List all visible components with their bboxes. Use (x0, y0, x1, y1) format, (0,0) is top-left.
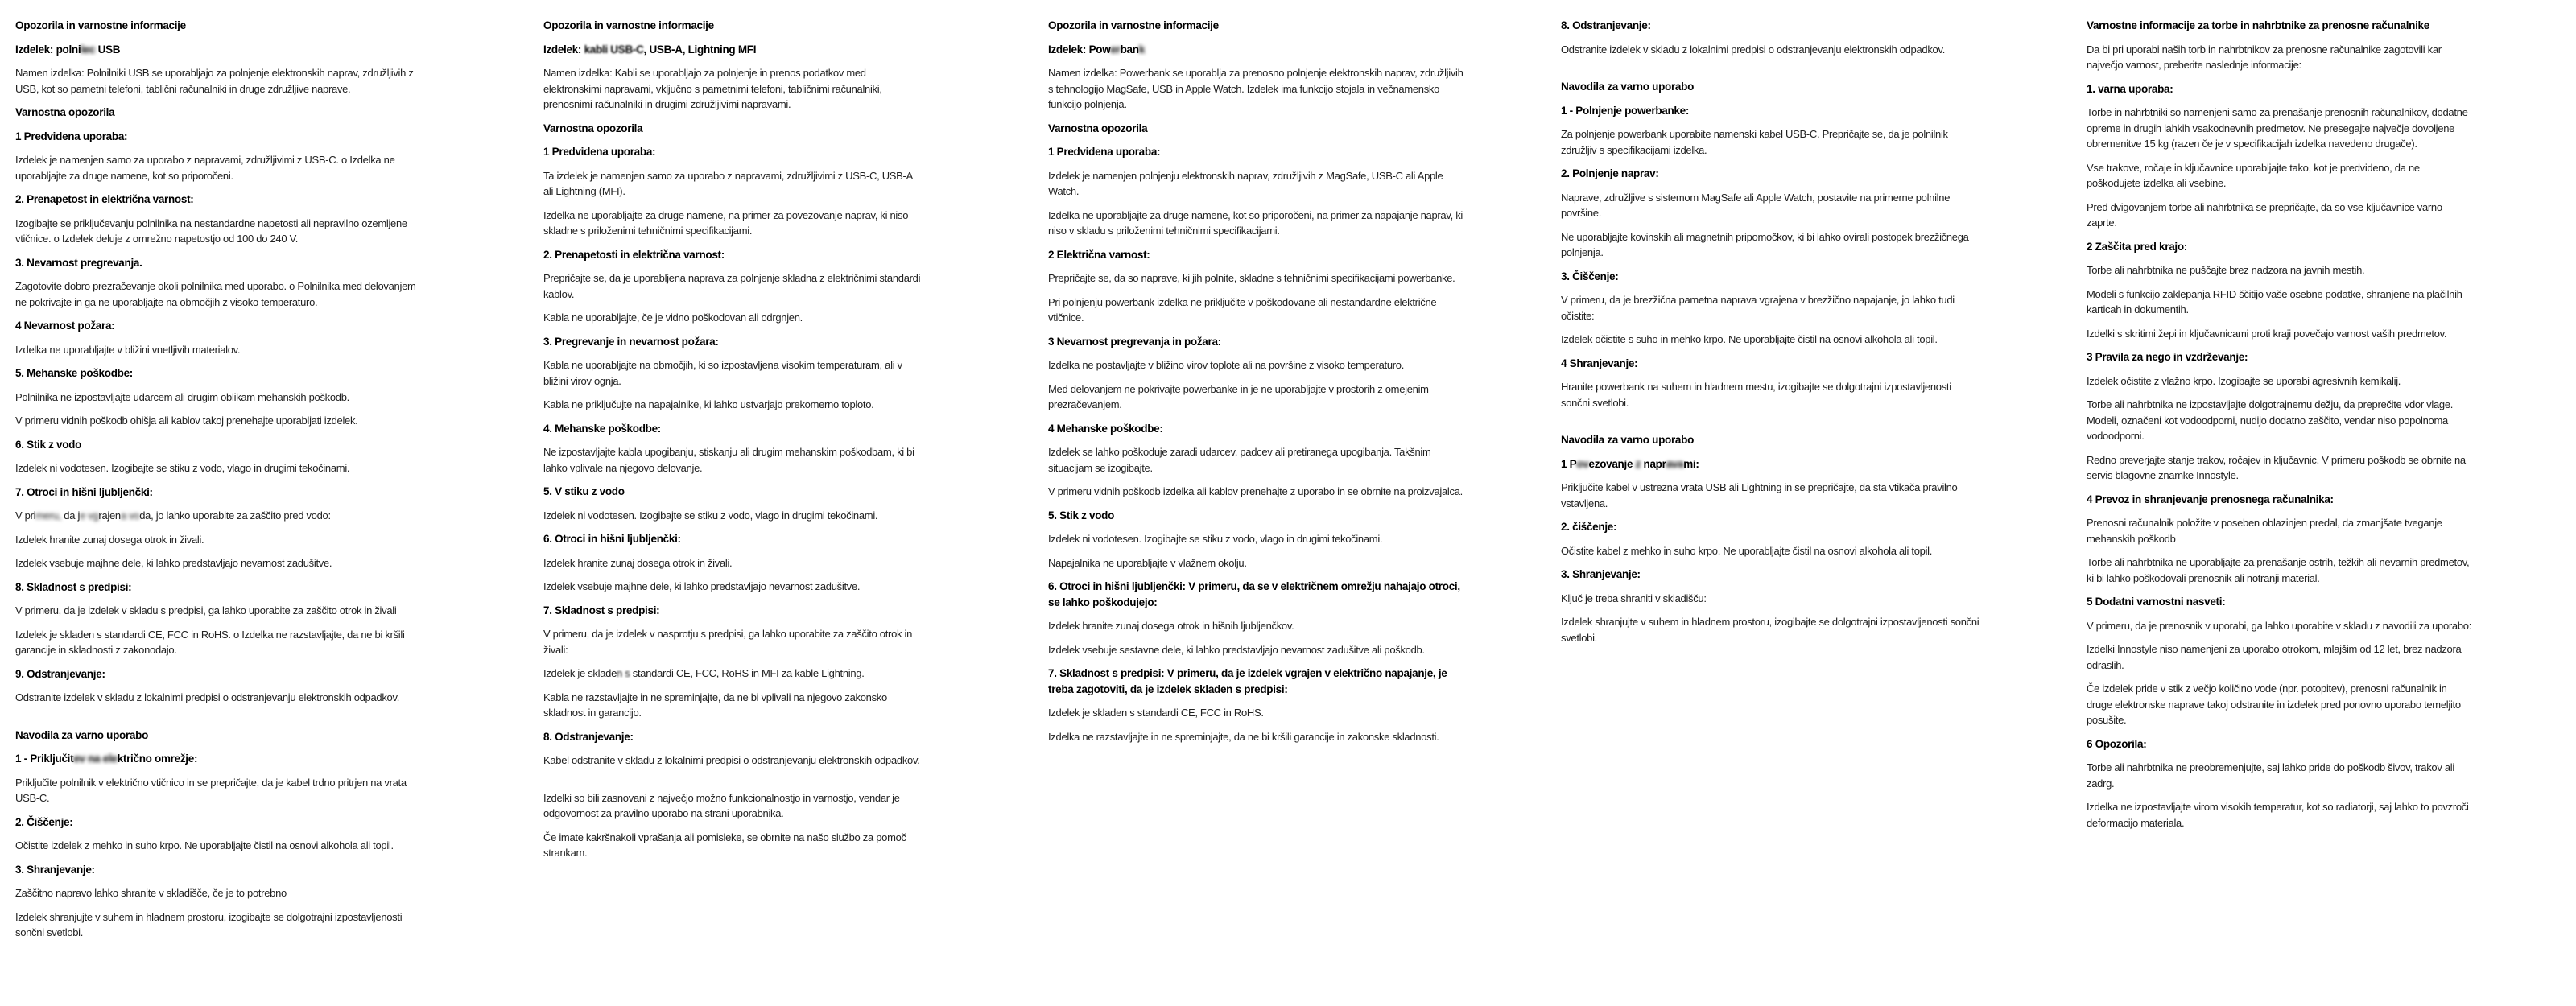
paragraph: Prepričajte se, da so naprave, ki jih polnite, skladne s tehničnimi specifikacijami powerbanke. (1048, 272, 1455, 284)
paragraph: Kabla ne uporabljajte na območjih, ki so izpostavljena visokim temperaturam, ali v bližini virov ognja. (543, 359, 902, 387)
section-heading: 1 Predvidena uporaba: (543, 146, 656, 158)
paragraph: Polnilnika ne izpostavljajte udarcem ali drugim oblikam mehanskih poškodb. (15, 390, 349, 403)
paragraph: Priključite polnilnik v električno vtičnico in se prepričajte, da je kabel trdno pritrjen na vrata USB-C. (15, 776, 407, 804)
section-heading: 5 Dodatni varnostni nasveti: (2087, 596, 2226, 608)
paragraph: Izdelek je namenjen samo za uporabo z napravami, združljivimi z USB-C. o Izdelka ne uporabljajte za druge namene, kot so priporočeni. (15, 154, 395, 182)
section-heading: 1 - Polnjenje powerbanke: (1561, 104, 1690, 117)
paragraph: Kabla ne priključujte na napajalnike, ki lahko ustvarjajo prekomerno toploto. (543, 398, 874, 410)
paragraph: Izdelek je skladen s standardi CE, FCC in RoHS. (1048, 707, 1264, 719)
paragraph: Pred dvigovanjem torbe ali nahrbtnika se prepričajte, da so vse ključavnice varno zaprte. (2087, 200, 2442, 229)
paragraph: Torbe in nahrbtniki so namenjeni samo za prenašanje prenosnih računalnikov, dodatne opreme in drugih lahkih vsakodnevnih predmetov. Ne presegajte največje dovoljene obremenitve 15 kg (razen če je v specifikacijah izdelka navedeno drugače). (2087, 106, 2468, 150)
text-column-3 (1048, 18, 1464, 752)
paragraph: Izdelek vsebuje majhne dele, ki lahko predstavljajo nevarnost zadušitve. (543, 580, 861, 592)
section-heading: 4 Shranjevanje: (1561, 357, 1638, 369)
section-heading: 8. Odstranjevanje: (543, 730, 634, 743)
section-heading: 3. Shranjevanje: (15, 863, 95, 876)
paragraph: Odstranite izdelek v skladu z lokalnimi predpisi o odstranjevanju elektronskih odpadkov. (1561, 43, 1946, 56)
paragraph: Izdelka ne uporabljajte za druge namene, na primer za povezovanje naprav, ki niso skladne s priloženimi tehničnimi specifikacijami. (543, 208, 909, 237)
section-heading: 5. Stik z vodo (1048, 509, 1115, 522)
section-heading: 6. Stik z vodo (15, 438, 82, 451)
paragraph: Pri polnjenju powerbank izdelka ne priključite v poškodovane ali nestandardne električne vtičnice. (1048, 295, 1437, 324)
section-heading: Varnostna opozorila (1048, 122, 1148, 134)
paragraph: Zagotovite dobro prezračevanje okoli polnilnika med uporabo. o Polnilnika med delovanjem ne pokrivajte in ga ne uporabljajte na območjih z visoko temperaturo. (15, 280, 416, 308)
section-heading: Opozorila in varnostne informacije (15, 19, 186, 31)
paragraph: Namen izdelka: Powerbank se uporablja za prenosno polnjenje elektronskih naprav, združljivih s tehnologijo MagSafe, USB in Apple Watch. Izdelek ima funkcijo stojala in večnamensko funkcijo polnjenja. (1048, 67, 1463, 110)
text-fragment: mi: (1683, 457, 1699, 470)
paragraph: Izdelka ne uporabljajte v bližini vnetljivih materialov. (15, 343, 241, 356)
section-heading: Varnostne informacije za torbe in nahrbtnike za prenosne računalnike (2087, 19, 2429, 31)
text-column-2 (543, 18, 922, 869)
paragraph: Namen izdelka: Kabli se uporabljajo za polnjenje in prenos podatkov med elektronskimi napravami, vključno s pametnimi telefoni, tabličnimi računalniki, prenosnimi računalniki in drugimi združljivimi napravami. (543, 67, 882, 110)
text-fragment: Izdelek: (543, 43, 584, 56)
section-heading: 9. Odstranjevanje: (15, 667, 105, 680)
paragraph: V primeru, da je prenosnik v uporabi, ga lahko uporabite v skladu z navodili za uporabo: (2087, 619, 2472, 632)
paragraph: Prenosni računalnik položite v poseben oblazinjen predal, da zmanjšate tveganje mehanskih poškodb (2087, 517, 2442, 545)
paragraph: Izdelek hranite zunaj dosega otrok in živali. (543, 556, 733, 569)
paragraph: Kabel odstranite v skladu z lokalnimi predpisi o odstranjevanju elektronskih odpadkov. (543, 754, 920, 766)
section-heading: Varnostna opozorila (15, 106, 115, 118)
section-heading: 3. Nevarnost pregrevanja. (15, 256, 142, 269)
section-heading: 2. čiščenje: (1561, 521, 1617, 533)
section-heading: Navodila za varno uporabo (1561, 434, 1695, 446)
section-heading: 2. Polnjenje naprav: (1561, 167, 1659, 179)
paragraph: Izdelek ni vodotesen. Izogibajte se stiku z vodo, vlago in drugimi tekočinami. (1048, 533, 1383, 545)
paragraph: Torbe ali nahrbtnika ne izpostavljajte dolgotrajnemu dežju, da preprečite vdor vlage. Modeli, označeni kot vodoodporni, nudijo dodatno zaščito, vendar niso popolnoma vodoodporni. (2087, 398, 2454, 442)
paragraph: V primeru, da je izdelek v skladu s predpisi, ga lahko uporabite za zaščito otrok in živali (15, 604, 397, 616)
paragraph: Med delovanjem ne pokrivajte powerbanke in je ne uporabljajte v prostorih z omejenim prezračevanjem. (1048, 382, 1429, 410)
section-heading: Varnostna opozorila (543, 122, 643, 134)
section-heading: 7. Skladnost s predpisi: V primeru, da je izdelek vgrajen v električno napajanje, je treba zagotoviti, da je izdelek skladen s predpisi: (1048, 667, 1447, 695)
paragraph: Kabla ne uporabljajte, če je vidno poškodovan ali odrgnjen. (543, 311, 803, 324)
text-fragment: , USB-A, Lightning MFI (643, 43, 757, 56)
paragraph: V primeru, da je izdelek v nasprotju s predpisi, ga lahko uporabite za zaščito otrok in živali: (543, 628, 913, 656)
section-heading: 3 Nevarnost pregrevanja in požara: (1048, 335, 1221, 348)
paragraph: Ne izpostavljajte kabla upogibanju, stiskanju ali drugim mehanskim poškodbam, ki bi lahko vplivale na njegovo delovanje. (543, 446, 914, 474)
text-fragment: Izdelek: polni (15, 43, 81, 56)
section-heading (1561, 456, 1980, 472)
section-heading: 6. Otroci in hišni ljubljenčki: V primeru, da se v električnem omrežju nahajajo otroci, se lahko poškodujejo: (1048, 580, 1460, 608)
paragraph: Ne uporabljajte kovinskih ali magnetnih pripomočkov, ki bi lahko ovirali postopek brezžičnega polnjenja. (1561, 230, 1969, 258)
text-fragment: Izdelek je sklade (543, 667, 617, 679)
section-heading: 6. Otroci in hišni ljubljenčki: (543, 533, 681, 545)
section-heading: 4 Nevarnost požara: (15, 320, 115, 332)
paragraph: Izdelek shranjujte v suhem in hladnem prostoru, izogibajte se dolgotrajni izpostavljenosti sončni svetlobi. (1561, 616, 1979, 644)
section-heading: 3. Pregrevanje in nevarnost požara: (543, 335, 719, 348)
blurred-text: k (1138, 43, 1145, 56)
paragraph: Prepričajte se, da je uporabljena naprava za polnjenje skladna z električnimi standardi kablov. (543, 272, 921, 300)
section-heading: Navodila za varno uporabo (1561, 80, 1695, 93)
blurred-text: a vo (120, 509, 140, 522)
text-fragment: ezovanje (1588, 457, 1636, 470)
section-heading: 4 Mehanske poškodbe: (1048, 422, 1163, 435)
paragraph: Če izdelek pride v stik z večjo količino vode (npr. potopitev), prenosni računalnik in druge elektronske naprave takoj odstranite in izdelek pred ponovno uporabo temeljito posušite. (2087, 682, 2461, 726)
blurred-text: z (1635, 457, 1644, 470)
paragraph: Izdelek hranite zunaj dosega otrok in hišnih ljubljenčkov. (1048, 620, 1294, 632)
paragraph: Izdelek se lahko poškoduje zaradi udarcev, padcev ali pretiranega upogibanja. Takšnim situacijam se izogibajte. (1048, 446, 1431, 474)
paragraph: Izdelka ne uporabljajte za druge namene, kot so priporočeni, na primer za napajanje naprav, ki niso v skladu s priloženimi tehničnimi specifikacijami. (1048, 208, 1463, 237)
section-heading: 5. V stiku z vodo (543, 485, 625, 497)
paragraph: Vse trakove, ročaje in ključavnice uporabljajte tako, kot je predvideno, da ne poškodujete izdelka ali vsebine. (2087, 161, 2420, 189)
text-fragment: 1 P (1561, 457, 1577, 470)
section-heading: 1 Predvidena uporaba: (15, 130, 128, 142)
paragraph: Izdelek je namenjen polnjenju elektronskih naprav, združljivih z MagSafe, USB-C ali Apple Watch. (1048, 169, 1443, 197)
paragraph: Izdelki Innostyle niso namenjeni za uporabo otrokom, mlajšim od 12 let, brez nadzora odraslih. (2087, 643, 2462, 671)
paragraph: Torbe ali nahrbtnika ne puščajte brez nadzora na javnih mestih. (2087, 264, 2365, 276)
paragraph: Torbe ali nahrbtnika ne uporabljajte za prenašanje ostrih, težkih ali nevarnih predmetov, ki bi lahko poškodovali prenosnik ali notranji material. (2087, 556, 2470, 584)
paragraph: V primeru vidnih poškodb izdelka ali kablov prenehajte z uporabo in se obrnite na proizvajalca. (1048, 485, 1463, 497)
blurred-text: er (1110, 43, 1121, 56)
paragraph: Izdelek ni vodotesen. Izogibajte se stiku z vodo, vlago in drugimi tekočinami. (15, 462, 350, 474)
section-heading: 2 Električna varnost: (1048, 248, 1150, 261)
paragraph: Ključ je treba shraniti v skladišču: (1561, 592, 1707, 604)
paragraph: Izdelka ne razstavljajte in ne spreminjajte, da ne bi kršili garancije in zakonske skladnosti. (1048, 730, 1439, 743)
paragraph: Zaščitno napravo lahko shranite v skladišče, če je to potrebno (15, 887, 287, 899)
paragraph: Izdelki s skritimi žepi in ključavnicami proti kraji povečajo varnost vaših predmetov. (2087, 327, 2447, 340)
paragraph: Priključite kabel v ustrezna vrata USB ali Lightning in se prepričajte, da sta vtikača pravilno vstavljena. (1561, 481, 1958, 509)
paragraph: Izdelek vsebuje sestavne dele, ki lahko predstavljajo nevarnost zadušitve ali poškodb. (1048, 643, 1425, 656)
paragraph: Izdelek ni vodotesen. Izogibajte se stiku z vodo, vlago in drugimi tekočinami. (543, 509, 878, 522)
text-column-4 (1561, 18, 1980, 653)
section-heading: Opozorila in varnostne informacije (543, 19, 714, 31)
paragraph: Redno preverjajte stanje trakov, ročajev in ključavnic. V primeru poškodb se obrnite na servis blagovne znamke Innostyle. (2087, 453, 2466, 481)
paragraph: Ta izdelek je namenjen samo za uporabo z napravami, združljivimi z USB-C, USB-A ali Lightning (MFI). (543, 169, 913, 197)
section-heading: 5. Mehanske poškodbe: (15, 367, 133, 379)
paragraph: Izdelek vsebuje majhne dele, ki lahko predstavljajo nevarnost zadušitve. (15, 557, 332, 569)
blurred-text: ev na ele (73, 752, 118, 765)
paragraph: Naprave, združljive s sistemom MagSafe ali Apple Watch, postavite na primerne polnilne površine. (1561, 191, 1951, 219)
paragraph: Izdelka ne izpostavljajte virom visokih temperatur, kot so radiatorji, saj lahko to povzroči deformacijo materiala. (2087, 801, 2469, 829)
text-fragment: rajen (98, 509, 121, 522)
text-fragment: USB (95, 43, 121, 56)
section-heading: 7. Skladnost s predpisi: (543, 604, 660, 616)
section-heading: 1. varna uporaba: (2087, 82, 2174, 95)
paragraph: Izdelek je skladen s standardi CE, FCC in RoHS. o Izdelka ne razstavljajte, da ne bi kršili garancije in skladnosti z zakonodajo. (15, 628, 405, 656)
text-fragment: da, jo lahko uporabite za zaščito pred vodo: (139, 509, 331, 522)
paragraph: Hranite powerbank na suhem in hladnem mestu, izogibajte se dolgotrajni izpostavljenosti sončni svetlobi. (1561, 381, 1951, 409)
text-fragment: ktrično omrežje: (117, 752, 198, 765)
paragraph: Izdelki so bili zasnovani z največjo možno funkcionalnostjo in varnostjo, vendar je odgovornost za pravilno uporabo na strani uporabnika. (543, 791, 900, 819)
blurred-text: kabli USB-C (584, 43, 644, 56)
text-fragment: da j (60, 509, 80, 522)
paragraph: V primeru, da je brezžična pametna naprava vgrajena v brezžično napajanje, jo lahko tudi očistite: (1561, 294, 1955, 322)
paragraph: Modeli s funkcijo zaklepanja RFID ščitijo vaše osebne podatke, shranjene na plačilnih karticah in dokumentih. (2087, 287, 2462, 315)
section-heading: 8. Skladnost s predpisi: (15, 580, 132, 593)
section-heading: Opozorila in varnostne informacije (1048, 19, 1219, 31)
paragraph: Izdelek hranite zunaj dosega otrok in živali. (15, 533, 204, 546)
paragraph: Kabla ne razstavljajte in ne spreminjajte, da ne bi vplivali na njegovo zakonsko skladnost in garancijo. (543, 691, 887, 719)
blurred-text: n s (617, 667, 633, 679)
paragraph: Napajalnika ne uporabljajte v vlažnem okolju. (1048, 556, 1247, 569)
section-heading: 6 Opozorila: (2087, 737, 2147, 750)
paragraph (15, 508, 417, 524)
text-fragment: Izdelek: Pow (1048, 43, 1111, 56)
section-heading (543, 42, 922, 58)
paragraph: Odstranite izdelek v skladu z lokalnimi predpisi o odstranjevanju elektronskih odpadkov. (15, 691, 400, 703)
section-heading: 3. Shranjevanje: (1561, 568, 1641, 580)
text-fragment: 1 - Priključit (15, 752, 74, 765)
section-heading (15, 42, 417, 58)
paragraph: Izdelek shranjujte v suhem in hladnem prostoru, izogibajte se dolgotrajni izpostavljenosti sončni svetlobi. (15, 910, 402, 938)
text-fragment: standardi CE, FCC, RoHS in MFI za kable Lightning. (632, 667, 865, 679)
paragraph (543, 666, 922, 682)
blurred-text: meru, (35, 509, 61, 522)
blurred-text: ava (1666, 457, 1684, 470)
section-heading (15, 751, 417, 767)
paragraph: Izogibajte se priključevanju polnilnika na nestandardne napetosti ali nepravilno ozemljene vtičnice. o Izdelek deluje z omrežno napetostjo od 100 do 240 V. (15, 216, 407, 245)
paragraph: Da bi pri uporabi naših torb in nahrbtnikov za prenosne računalnike zagotovili kar največjo varnost, preberite naslednje informacije: (2087, 43, 2442, 71)
blurred-text: e vg (80, 509, 99, 522)
section-heading: 8. Odstranjevanje: (1561, 19, 1651, 31)
paragraph: Očistite izdelek z mehko in suho krpo. Ne uporabljajte čistil na osnovi alkohola ali topil. (15, 839, 394, 851)
paragraph: Za polnjenje powerbank uporabite namenski kabel USB-C. Prepričajte se, da je polnilnik združljiv s specifikacijami izdelka. (1561, 128, 1948, 156)
section-heading: 4 Prevoz in shranjevanje prenosnega računalnika: (2087, 493, 2334, 505)
paragraph: Namen izdelka: Polnilniki USB se uporabljajo za polnjenje elektronskih naprav, združljivih z USB, kot so pametni telefoni, tablični računalniki in druge združljive naprave. (15, 67, 414, 95)
paragraph: Očistite kabel z mehko in suho krpo. Ne uporabljajte čistil na osnovi alkohola ali topil. (1561, 544, 1933, 557)
paragraph: V primeru vidnih poškodb ohišja ali kablov takoj prenehajte uporabljati izdelek. (15, 414, 358, 427)
text-column-1 (15, 18, 417, 949)
section-heading: 2. Čiščenje: (15, 815, 73, 828)
paragraph: Izdelek očistite s suho in mehko krpo. Ne uporabljajte čistil na osnovi alkohola ali topil. (1561, 333, 1938, 345)
section-heading: 3 Pravila za nego in vzdrževanje: (2087, 351, 2248, 363)
paragraph: Izdelka ne postavljajte v bližino virov toplote ali na površine z visoko temperaturo. (1048, 359, 1405, 371)
paragraph: Če imate kakršnakoli vprašanja ali pomisleke, se obrnite na našo službo za pomoč strankam. (543, 831, 906, 859)
section-heading: Navodila za varno uporabo (15, 728, 149, 741)
section-heading: 3. Čiščenje: (1561, 270, 1619, 282)
text-column-5 (2087, 18, 2472, 839)
blurred-text: ov (1576, 457, 1589, 470)
section-heading: 2 Zaščita pred krajo: (2087, 240, 2188, 253)
paragraph: Izdelek očistite z vlažno krpo. Izogibajte se uporabi agresivnih kemikalij. (2087, 374, 2401, 387)
section-heading: 4. Mehanske poškodbe: (543, 422, 661, 435)
blurred-text: lec (80, 43, 96, 56)
text-fragment: napr (1643, 457, 1666, 470)
section-heading: 1 Predvidena uporaba: (1048, 146, 1161, 158)
text-fragment: ban (1120, 43, 1139, 56)
section-heading: 2. Prenapetosti in električna varnost: (543, 248, 724, 261)
section-heading (1048, 42, 1464, 58)
section-heading: 2. Prenapetost in električna varnost: (15, 193, 194, 205)
text-fragment: V pri (15, 509, 36, 522)
paragraph: Torbe ali nahrbtnika ne preobremenjujte, saj lahko pride do poškodb šivov, trakov ali zadrg. (2087, 761, 2454, 790)
section-heading: 7. Otroci in hišni ljubljenčki: (15, 485, 153, 498)
